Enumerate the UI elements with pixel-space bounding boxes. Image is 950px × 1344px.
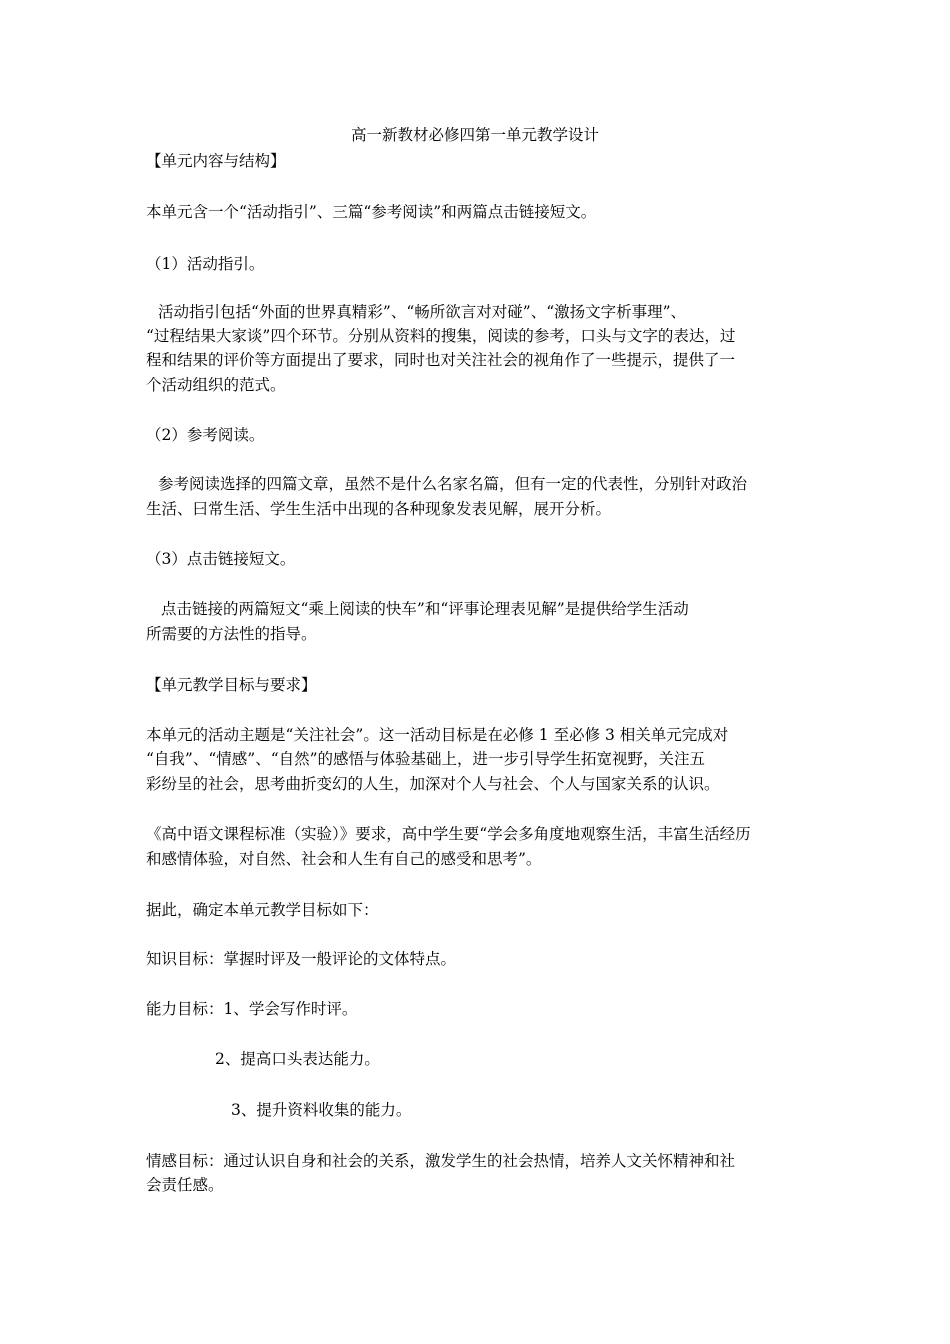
knowledge-goal: 知识目标：掌握时评及一般评论的文体特点。 [146, 950, 457, 968]
theme-line: 彩纷呈的社会，思考曲折变幻的人生，加深对个人与社会、个人与国家关系的认识。 [146, 775, 720, 793]
standard-line: 和感情体验，对自然、社会和人生有自己的感受和思考”。 [146, 850, 542, 868]
emotion-goal-line: 情感目标：通过认识自身和社会的关系，激发学生的社会热情，培养人文关怀精神和社 [146, 1152, 736, 1170]
item1-line: 程和结果的评价等方面提出了要求，同时也对关注社会的视角作了一些提示，提供了一 [146, 351, 736, 369]
document-title: 高一新教材必修四第一单元教学设计 [350, 126, 599, 144]
item3-line: 点击链接的两篇短文“乘上阅读的快车”和“评事论理表见解”是提供给学生活动 [161, 600, 689, 618]
item3-heading: （3）点击链接短文。 [146, 550, 296, 568]
item2-line: 生活、曰常生活、学生生活中出现的各种现象发表见解，展开分析。 [146, 500, 612, 518]
ability-goal-2: 2、提高口头表达能力。 [215, 1050, 380, 1068]
item1-line: “过程结果大家谈”四个环节。分别从资料的搜集，阅读的参考，口头与文字的表达，过 [146, 327, 736, 345]
item1-line: 个活动组织的范式。 [146, 376, 286, 394]
item2-line: 参考阅读选择的四篇文章，虽然不是什么名家名篇，但有一定的代表性，分别针对政治 [158, 475, 748, 493]
item1-heading: （1）活动指引。 [146, 255, 265, 273]
section-heading-content-structure: 【单元内容与结构】 [146, 152, 286, 170]
theme-line: “自我”、“情感”、“自然”的感悟与体验基础上，进一步引导学生拓宽视野，关注五 [146, 750, 706, 768]
theme-line: 本单元的活动主题是“关注社会”。这一活动目标是在必修 1 至必修 3 相关单元完成对 [146, 726, 729, 744]
section-heading-goals: 【单元教学目标与要求】 [146, 676, 317, 694]
item2-heading: （2）参考阅读。 [146, 426, 265, 444]
item1-line: 活动指引包括“外面的世界真精彩”、“畅所欲言对对碰”、“激扬文字析事理”、 [158, 303, 687, 321]
emotion-goal-line: 会责任感。 [146, 1176, 224, 1194]
standard-line: 《高中语文课程标准（实验）》要求，高中学生要“学会多角度地观察生活，丰富生活经历 [146, 825, 751, 843]
intro-paragraph: 本单元含一个“活动指引”、三篇“参考阅读”和两篇点击链接短文。 [146, 203, 597, 221]
ability-goal-1: 能力目标：1、学会写作时评。 [146, 1000, 358, 1018]
item3-line: 所需要的方法性的指导。 [146, 625, 317, 643]
goals-intro: 据此，确定本单元教学目标如下： [146, 901, 379, 919]
ability-goal-3: 3、提升资料收集的能力。 [231, 1101, 412, 1119]
